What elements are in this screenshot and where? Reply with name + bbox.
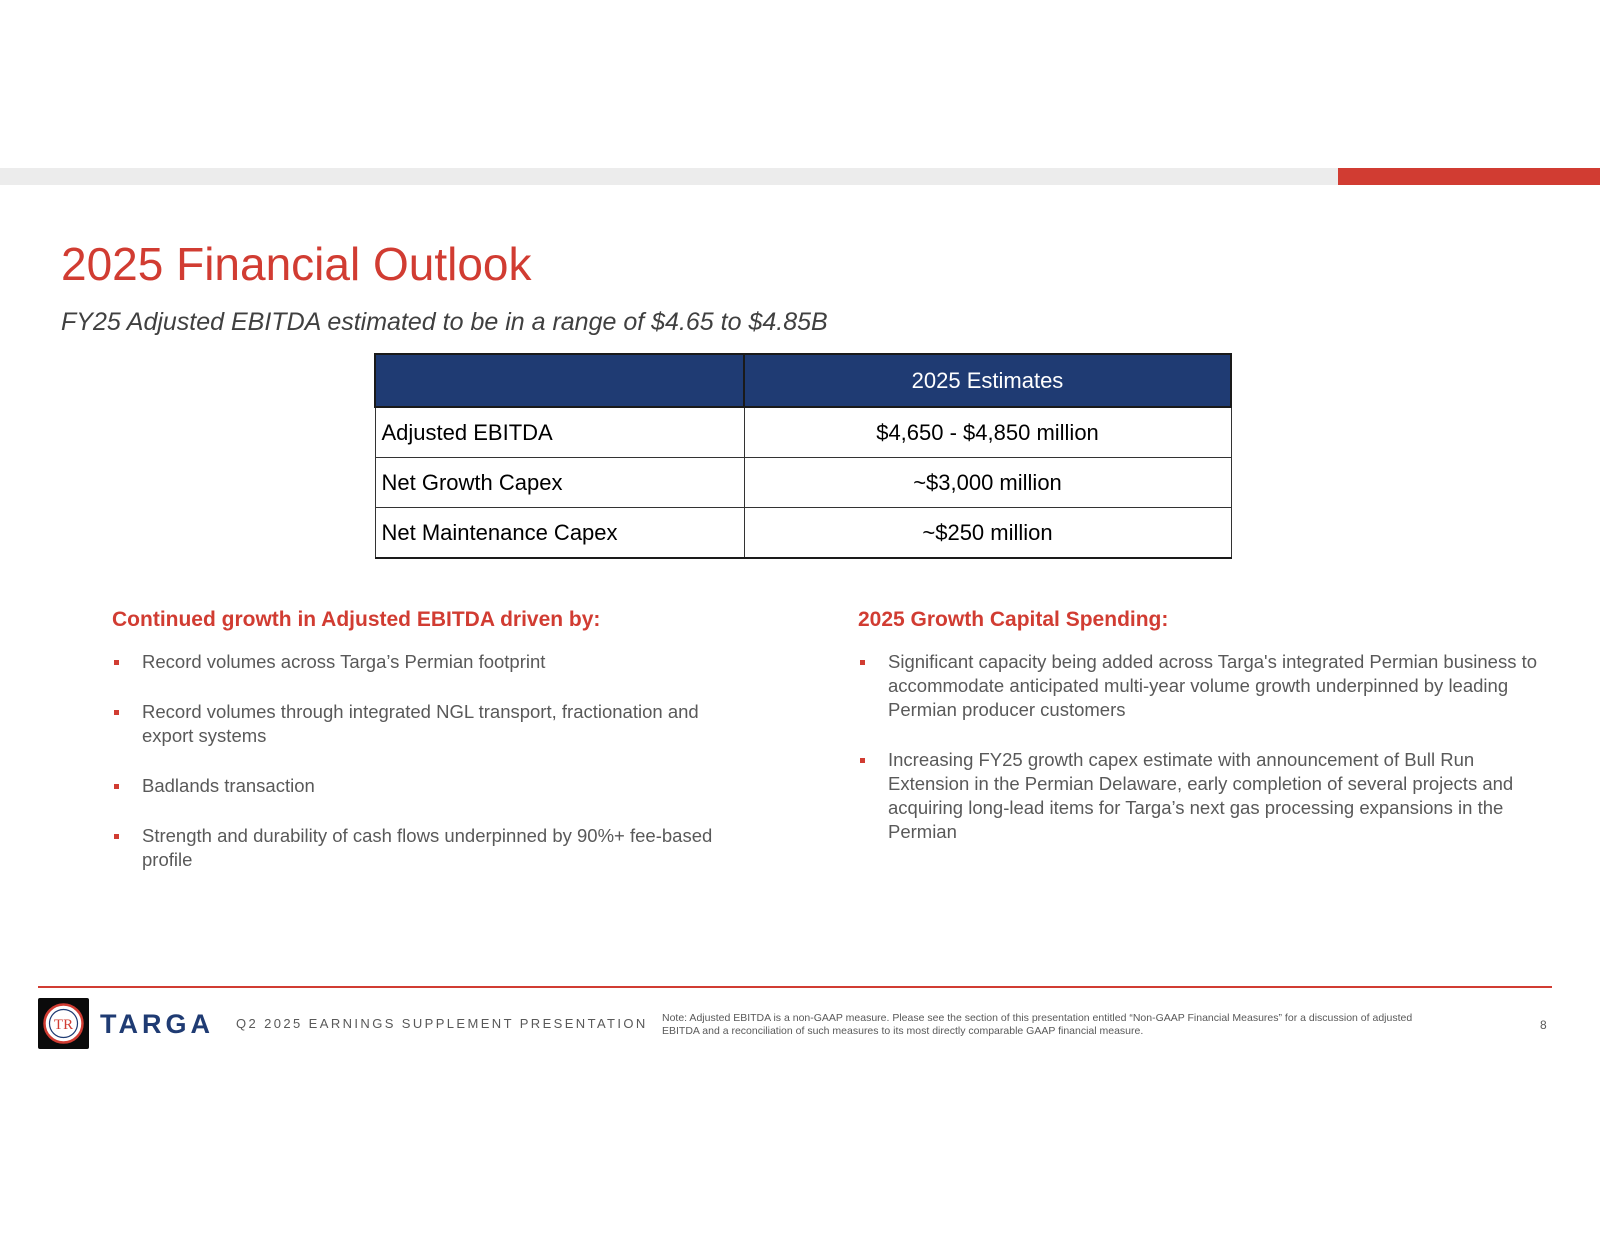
list-item-text: Significant capacity being added across Targa's integrated Permian business to accommodate anticipated multi-year volume growth underpinned by leading Permian producer customers [888,651,1538,720]
bullet-square-icon [860,758,865,763]
growth-capital-heading: 2025 Growth Capital Spending: [858,608,1169,631]
table-header-estimates: 2025 Estimates [744,354,1231,407]
targa-logo-icon [38,998,89,1049]
list-item [858,650,1538,722]
top-accent-bar-red [1338,168,1600,185]
targa-logo-wordmark: TARGA [100,1009,214,1039]
top-accent-bar [0,168,1338,185]
table-header-row [375,354,1231,407]
list-item [112,774,752,798]
estimates-table [374,353,1232,559]
table-cell-metric: Net Maintenance Capex [375,508,744,559]
footer-divider [38,986,1552,988]
list-item-text: Record volumes across Targa’s Permian footprint [142,651,546,672]
bullet-square-icon [114,660,119,665]
page-title: 2025 Financial Outlook [61,238,532,290]
presentation-label: Q2 2025 EARNINGS SUPPLEMENT PRESENTATION [236,1016,648,1031]
list-item [112,824,752,872]
table-cell-value: ~$3,000 million [744,458,1231,508]
table-cell-value: ~$250 million [744,508,1231,559]
list-item-text: Badlands transaction [142,775,315,796]
growth-capital-section [858,604,1538,870]
table-row [375,458,1231,508]
logo-mark-text: TR [53,1017,74,1033]
list-item-text: Strength and durability of cash flows underpinned by 90%+ fee-based profile [142,825,713,870]
table-row [375,508,1231,559]
bullet-square-icon [114,710,119,715]
growth-capital-list [858,650,1538,844]
list-item-text: Increasing FY25 growth capex estimate with announcement of Bull Run Extension in the Permian Delaware, early completion of several projects and acquiring long-lead items for Targa’s next gas processing expansions in the Permian [888,749,1514,842]
table-row [375,407,1231,458]
table-header-blank [375,354,744,407]
page-number: 8 [1540,1018,1547,1032]
list-item [112,650,752,674]
page-subtitle: FY25 Adjusted EBITDA estimated to be in a range of $4.65 to $4.85B [61,308,828,336]
bullet-square-icon [860,660,865,665]
ebitda-drivers-list [112,650,752,872]
list-item [112,700,752,748]
bullet-square-icon [114,834,119,839]
ebitda-drivers-heading: Continued growth in Adjusted EBITDA driven by: [112,608,601,631]
table-cell-metric: Adjusted EBITDA [375,407,744,458]
list-item [858,748,1538,844]
table-cell-metric: Net Growth Capex [375,458,744,508]
footnote: Note: Adjusted EBITDA is a non-GAAP measure. Please see the section of this presentation entitled “Non-GAAP Financial Measures” for a discussion of adjusted EBITDA and a reconciliation of such measures to its most directly comparable GAAP financial measure. [662,1012,1413,1037]
bullet-square-icon [114,784,119,789]
table-cell-value: $4,650 - $4,850 million [744,407,1231,458]
list-item-text: Record volumes through integrated NGL transport, fractionation and export systems [142,701,699,746]
ebitda-drivers-section [112,604,752,898]
